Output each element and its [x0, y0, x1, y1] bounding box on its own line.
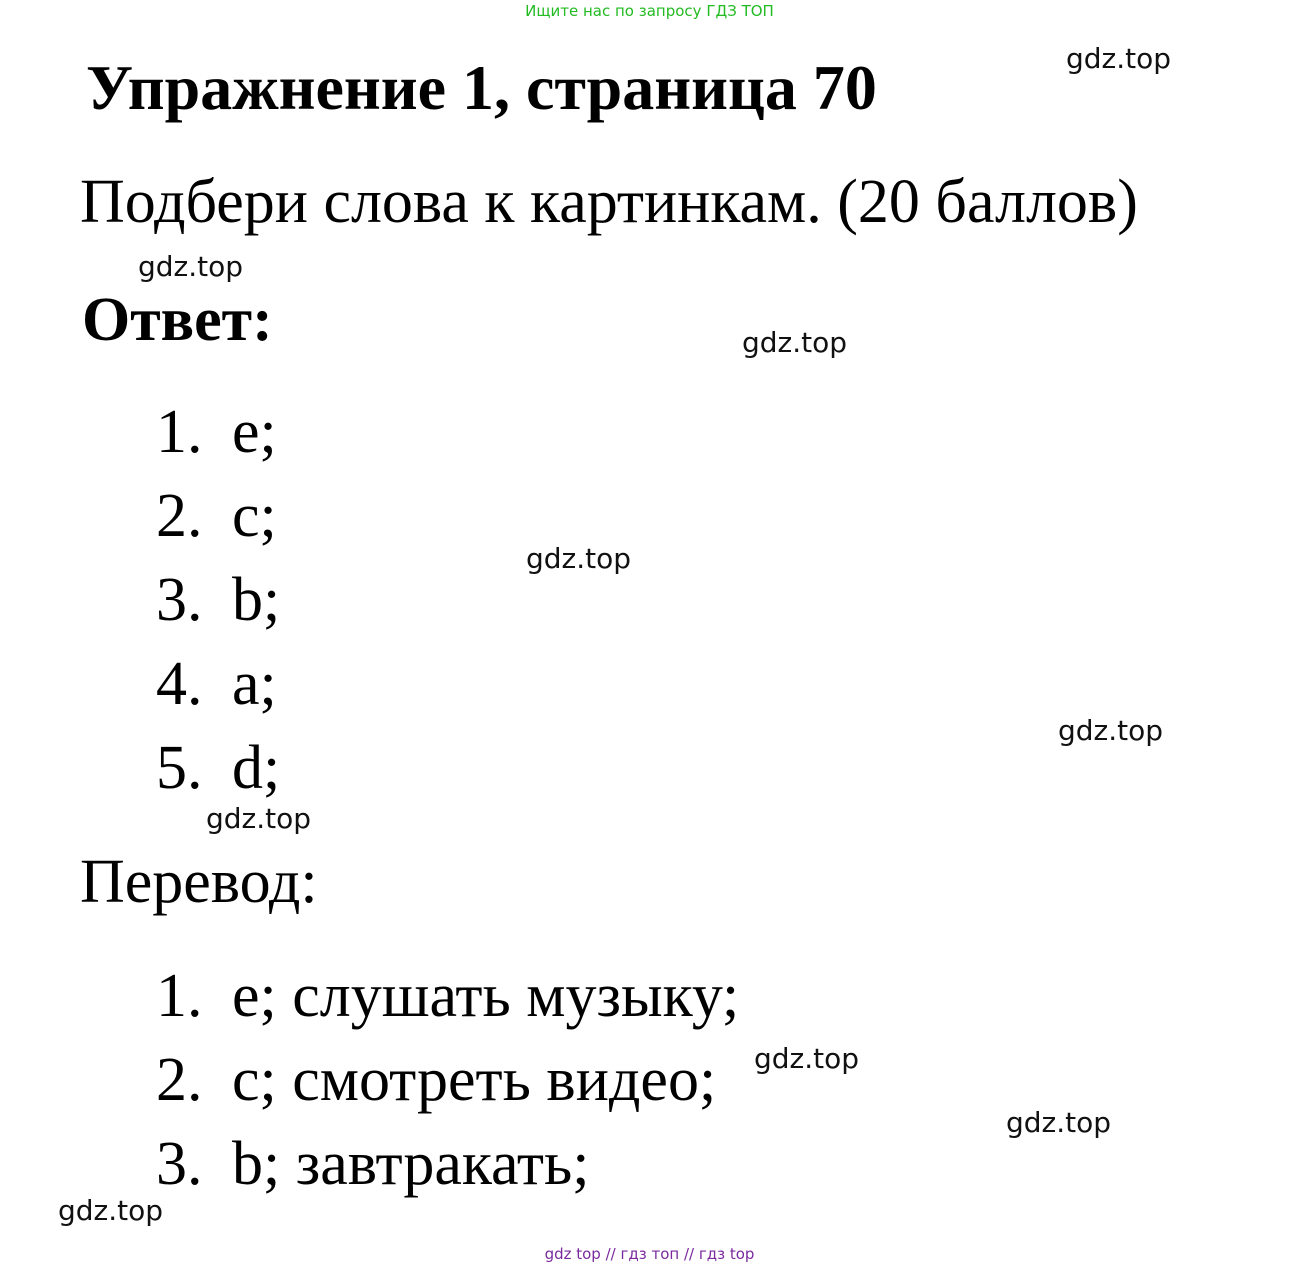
page-title: Упражнение 1, страница 70	[86, 52, 877, 123]
item-number: 2.	[156, 1046, 203, 1114]
watermark: gdz.top	[138, 250, 244, 283]
list-item	[156, 390, 280, 474]
item-text: c;	[232, 482, 277, 550]
watermark: gdz.top	[1066, 42, 1172, 75]
item-number: 2.	[156, 482, 203, 550]
answer-list	[156, 390, 280, 810]
list-item	[156, 1122, 739, 1206]
answer-heading: Ответ:	[82, 286, 273, 354]
item-text: b; завтракать;	[232, 1130, 590, 1198]
task-text: Подбери слова к картинкам. (20 баллов)	[80, 168, 1138, 236]
list-item	[156, 474, 280, 558]
item-text: d;	[232, 734, 281, 802]
list-item	[156, 954, 739, 1038]
item-text: e; слушать музыку;	[232, 962, 740, 1030]
watermark: gdz.top	[754, 1042, 860, 1075]
list-item	[156, 642, 280, 726]
translation-list	[156, 954, 739, 1206]
list-item	[156, 1038, 739, 1122]
item-text: b;	[232, 566, 281, 634]
item-number: 5.	[156, 734, 203, 802]
watermark: gdz.top	[58, 1194, 164, 1227]
item-text: e;	[232, 398, 277, 466]
item-number: 1.	[156, 962, 203, 1030]
item-number: 1.	[156, 398, 203, 466]
watermark: gdz.top	[742, 326, 848, 359]
top-banner-link[interactable]: Ищите нас по запросу ГДЗ ТОП	[525, 2, 774, 20]
item-text: c; смотреть видео;	[232, 1046, 717, 1114]
translation-heading: Перевод:	[80, 848, 318, 916]
item-text: a;	[232, 650, 277, 718]
watermark: gdz.top	[526, 542, 632, 575]
item-number: 3.	[156, 566, 203, 634]
watermark: gdz.top	[1058, 714, 1164, 747]
item-number: 4.	[156, 650, 203, 718]
watermark: gdz.top	[206, 802, 312, 835]
list-item	[156, 558, 280, 642]
footer-links[interactable]: gdz top // гдз топ // гдз top	[544, 1245, 755, 1263]
list-item	[156, 726, 280, 810]
item-number: 3.	[156, 1130, 203, 1198]
watermark: gdz.top	[1006, 1106, 1112, 1139]
